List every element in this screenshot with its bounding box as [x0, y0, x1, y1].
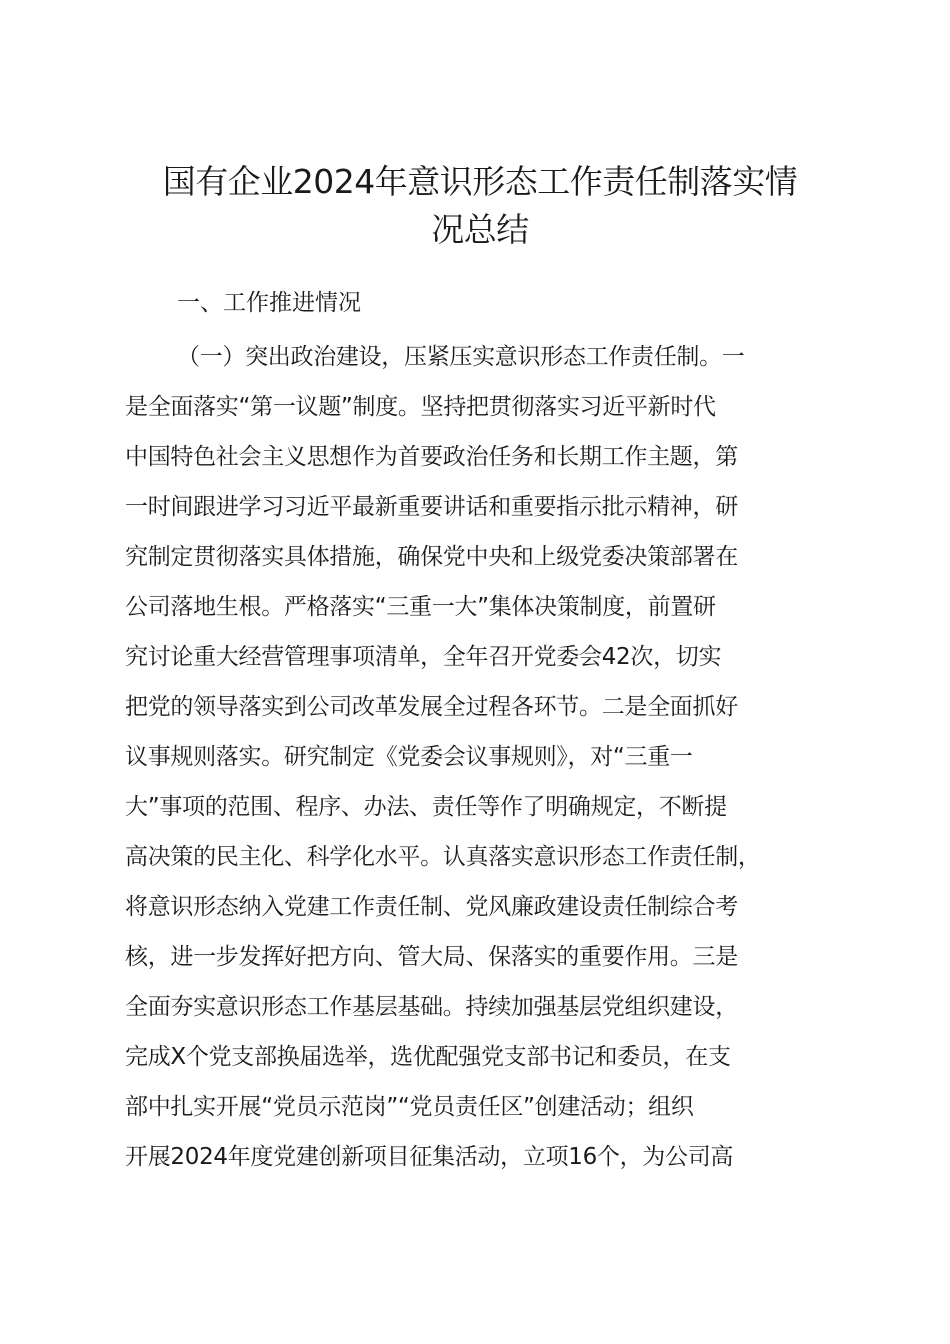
paragraph-line: 议事规则落实。研究制定《党委会议事规则》，对“三重一: [125, 744, 693, 770]
paragraph-line: 开展2024年度党建创新项目征集活动，立项16个，为公司高: [125, 1144, 734, 1170]
paragraph-line: （一）突出政治建设，压紧压实意识形态工作责任制。一: [177, 344, 745, 370]
paragraph-line: 部中扎实开展“党员示范岗”“党员责任区”创建活动；组织: [125, 1094, 694, 1120]
section-heading: 一、工作推进情况: [177, 290, 361, 316]
paragraph-line: 究讨论重大经营管理事项清单，全年召开党委会42次，切实: [125, 644, 722, 670]
title-line-1: 国有企业2024年意识形态工作责任制落实情: [162, 162, 798, 201]
paragraph-line: 核，进一步发挥好把方向、管大局、保落实的重要作用。三是: [125, 944, 738, 970]
paragraph-line: 高决策的民主化、科学化水平。认真落实意识形态工作责任制，: [125, 844, 761, 870]
paragraph-line: 公司落地生根。严格落实“三重一大”集体决策制度，前置研: [125, 594, 716, 620]
paragraph-line: 究制定贯彻落实具体措施，确保党中央和上级党委决策部署在: [125, 544, 738, 570]
paragraph-line: 将意识形态纳入党建工作责任制、党风廉政建设责任制综合考: [125, 894, 738, 920]
paragraph-line: 大”事项的范围、程序、办法、责任等作了明确规定，不断提: [125, 794, 727, 820]
paragraph-line: 把党的领导落实到公司改革发展全过程各环节。二是全面抓好: [125, 694, 738, 720]
paragraph-line: 完成X个党支部换届选举，选优配强党支部书记和委员，在支: [125, 1044, 731, 1070]
paragraph-line: 中国特色社会主义思想作为首要政治任务和长期工作主题，第: [125, 444, 738, 470]
document-title: [110, 158, 850, 254]
paragraph-line: 一时间跟进学习习近平最新重要讲话和重要指示批示精神，研: [125, 494, 738, 520]
body-paragraph: [125, 339, 855, 1189]
paragraph-line: 全面夯实意识形态工作基层基础。持续加强基层党组织建设，: [125, 994, 738, 1020]
title-line-2: 况总结: [431, 210, 529, 249]
paragraph-line: 是全面落实“第一议题”制度。坚持把贯彻落实习近平新时代: [125, 394, 716, 420]
